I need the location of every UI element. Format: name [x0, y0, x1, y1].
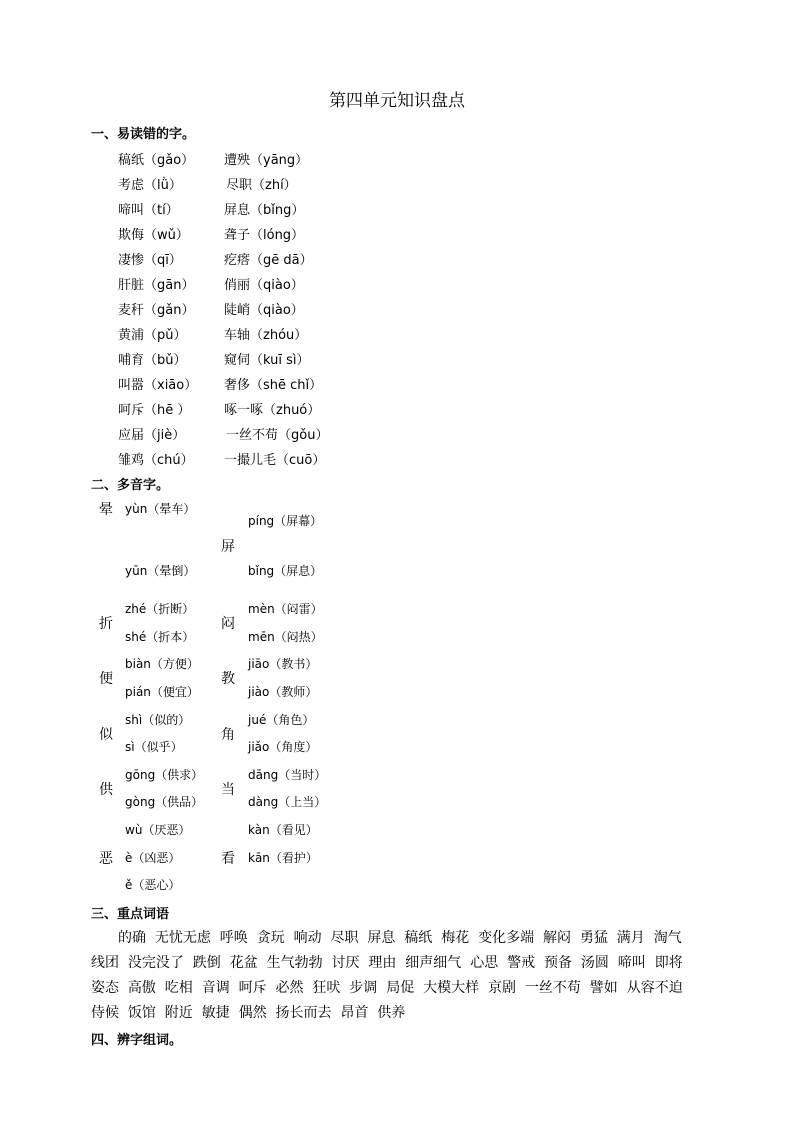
list-item: 屏息（bǐng）	[224, 203, 305, 218]
polyphone-reading: mēn（闷热）	[248, 630, 323, 644]
polyphone-reading: kàn（看见）	[248, 823, 318, 837]
list-item: 车轴（zhóu）	[224, 328, 308, 343]
page-title: 第四单元知识盘点	[329, 91, 465, 111]
list-item: 遭殃（yāng）	[224, 153, 309, 168]
list-item: 奢侈（shē chǐ）	[224, 378, 323, 393]
polyphone-char: 当	[221, 782, 235, 798]
section-heading-misread: 一、易读错的字。	[91, 127, 196, 142]
key-words-paragraph: 的确 无忧无虑 呼唤 贪玩 响动 尽职 屏息 稿纸 梅花 变化多端 解闷 勇猛 满月 淘气 线团 没完没了 跌倒 花盆 生气勃勃 讨厌 理由 细声细气 心思 警戒 预备 汤圆 啼叫 即将 姿态 高傲 吃相 音调 呵斥 必然 狂吠 步调 局促 大模大样 京剧 一丝不苟 譬如 从容不迫 侍候 饭馆 附近 敏捷 偶然 扬长而去 昂首 供养	[91, 930, 692, 1021]
list-item: 一撮儿毛（cuō）	[224, 453, 326, 468]
list-item: 黄浦（pǔ）	[118, 328, 187, 343]
polyphone-reading: sì（似乎）	[125, 740, 183, 754]
list-item: 凄惨（qī）	[118, 253, 182, 268]
list-item: 稿纸（gǎo）	[118, 153, 195, 168]
list-item: 窥伺（kuī sì）	[224, 353, 310, 368]
polyphone-char: 角	[221, 727, 235, 743]
polyphone-reading: jiāo（教书）	[248, 657, 318, 671]
polyphone-reading: yūn（晕倒）	[125, 564, 196, 578]
list-item: 一丝不苟（gǒu）	[226, 428, 329, 443]
list-item: 麦秆（gǎn）	[118, 303, 195, 318]
polyphone-reading: shé（折本）	[125, 630, 195, 644]
polyphone-reading: jiào（教师）	[248, 685, 318, 699]
polyphone-reading: yùn（晕车）	[125, 502, 196, 516]
polyphone-char: 闷	[221, 616, 235, 632]
polyphone-char: 恶	[99, 851, 113, 867]
section-heading-polyphones: 二、多音字。	[91, 478, 170, 493]
polyphone-reading: bǐng（屏息）	[248, 564, 323, 578]
polyphone-char: 看	[221, 851, 235, 867]
list-item: 疙瘩（gē dā）	[224, 253, 313, 268]
list-item: 呵斥（hē ）	[118, 403, 191, 418]
polyphone-reading: jué（角色）	[248, 713, 315, 727]
polyphone-char: 供	[99, 782, 113, 798]
polyphone-char: 折	[99, 616, 113, 632]
polyphone-reading: shì（似的）	[125, 713, 191, 727]
polyphone-char: 教	[221, 671, 235, 687]
polyphone-reading: è（凶恶）	[125, 851, 181, 865]
polyphone-reading: gōng（供求）	[125, 768, 204, 782]
list-item: 欺侮（wǔ）	[118, 228, 189, 243]
section-heading-key-words: 三、重点词语	[91, 907, 170, 922]
list-item: 肝脏（gān）	[118, 278, 195, 293]
list-item: 考虑（lǜ）	[118, 178, 182, 193]
list-item: 聋子（lóng）	[224, 228, 305, 243]
polyphone-reading: jiǎo（角度）	[248, 740, 318, 754]
polyphone-reading: dāng（当时）	[248, 768, 327, 782]
polyphone-reading: kān（看护）	[248, 851, 318, 865]
polyphone-char: 便	[99, 671, 113, 687]
list-item: 尽职（zhí）	[226, 178, 297, 193]
polyphone-reading: pián（便宜）	[125, 685, 199, 699]
list-item: 陡峭（qiào）	[224, 303, 304, 318]
list-item: 哺育（bǔ）	[118, 353, 187, 368]
list-item: 叫嚣（xiāo）	[118, 378, 198, 393]
list-item: 俏丽（qiào）	[224, 278, 304, 293]
section-heading-word-building: 四、辨字组词。	[91, 1033, 183, 1048]
list-item: 应届（jiè）	[118, 428, 186, 443]
list-item: 啄一啄（zhuó）	[224, 403, 321, 418]
polyphone-reading: wù（厌恶）	[125, 823, 191, 837]
polyphone-reading: mèn（闷雷）	[248, 602, 323, 616]
polyphone-reading: zhé（折断）	[125, 602, 195, 616]
polyphone-reading: píng（屏幕）	[248, 514, 323, 528]
polyphone-reading: biàn（方便）	[125, 657, 199, 671]
polyphone-char: 晕	[99, 502, 113, 518]
polyphone-reading: gòng（供品）	[125, 795, 204, 809]
polyphone-char: 屏	[221, 539, 235, 555]
polyphone-reading: dàng（上当）	[248, 795, 327, 809]
polyphone-char: 似	[99, 727, 113, 743]
list-item: 雏鸡（chú）	[118, 453, 194, 468]
polyphone-reading: ě（恶心）	[125, 878, 181, 892]
list-item: 啼叫（tí）	[118, 203, 179, 218]
